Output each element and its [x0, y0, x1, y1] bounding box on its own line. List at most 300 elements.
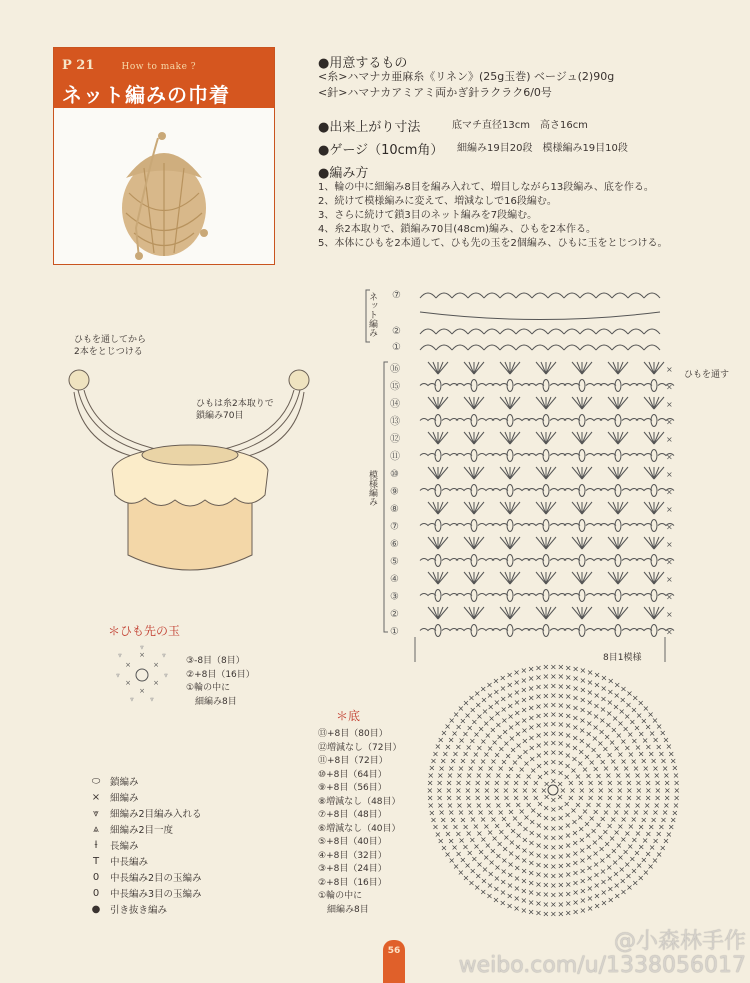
sc-stitch: × [492, 676, 500, 686]
sc-stitch: × [521, 736, 529, 746]
sc-stitch: × [585, 853, 593, 863]
sc-stitch: × [564, 850, 572, 860]
sc-stitch: × [599, 704, 607, 714]
sc-stitch: × [654, 786, 662, 795]
fan-stitch [600, 555, 638, 567]
row-number: ⑨ [390, 486, 399, 498]
sc-stitch: × [473, 883, 481, 893]
sc-stitch: × [620, 736, 627, 746]
sc-stitch: × [466, 848, 474, 858]
sc-stitch: × [550, 862, 557, 871]
fan-stitch [564, 590, 602, 602]
svg-text:⩔: ⩔ [116, 671, 120, 679]
fan-stitch [420, 380, 458, 392]
sc-stitch: × [564, 821, 572, 831]
sc-stitch: × [622, 847, 629, 857]
row-number: ⑦ [390, 521, 399, 533]
sc-stitch: × [452, 862, 460, 872]
sc-stitch: × [474, 786, 481, 795]
sc-stitch: × [583, 819, 591, 829]
bag-illustration [60, 360, 320, 580]
sc-stitch: × [599, 814, 607, 824]
sc-stitch: × [448, 715, 456, 725]
sc-stitch: × [595, 800, 602, 810]
sc-stitch: × [513, 698, 521, 708]
sc-stitch: × [665, 829, 673, 839]
sc-stitch: × [579, 675, 587, 685]
sc-stitch: × [593, 901, 601, 911]
sc-stitch: × [620, 756, 627, 766]
fan-stitch [536, 362, 556, 374]
sc-stitch: × [514, 729, 522, 739]
sc-stitch: × [486, 828, 494, 838]
sc-stitch: × [527, 674, 535, 684]
sc-stitch: × [440, 843, 448, 853]
sc-stitch: × [581, 807, 589, 817]
sc-stitch: × [593, 891, 601, 901]
sc-stitch: × [607, 786, 614, 795]
sc-stitch: × [550, 890, 557, 900]
fan-stitch [644, 572, 664, 584]
sc-stitch: × [436, 771, 444, 781]
sc-stitch: × [522, 824, 529, 834]
sc-stitch: × [535, 711, 542, 721]
sc-stitch: × [578, 736, 586, 746]
sc-stitch: × [521, 835, 529, 845]
fan-stitch [572, 502, 592, 514]
sc-stitch: × [564, 761, 571, 771]
fan-stitch [600, 625, 638, 637]
sc-stitch: × [499, 683, 507, 693]
sc-stitch: × [603, 839, 611, 849]
sc-stitch: × [426, 786, 434, 795]
thread-label: ひもを通す [684, 370, 730, 380]
sc-stitch: × [479, 756, 487, 766]
sc-stitch: × [449, 815, 457, 825]
ball-row: ③-8目（8目） [186, 656, 245, 666]
sc-stitch: × [500, 757, 508, 767]
sc-stitch: × [564, 750, 572, 760]
sc-stitch: × [557, 852, 565, 862]
sc-stitch: × [626, 883, 633, 893]
sc-stitch: × [648, 729, 656, 738]
sc-stitch: × [578, 786, 586, 795]
bottom-row: ⑦+8目（48目） [318, 810, 387, 820]
svg-text:⩔: ⩔ [130, 695, 134, 703]
sc-stitch: × [605, 800, 612, 810]
sc-stitch: × [637, 749, 645, 759]
sc-stitch: × [487, 869, 495, 879]
fan-stitch [456, 450, 494, 462]
sc-stitch: × [468, 693, 475, 703]
sc-stitch: × [593, 701, 600, 711]
sc-stitch: × [496, 732, 503, 742]
step: 2、続けて模様編みに変えて、増減なしで16段編む。 [318, 196, 557, 207]
sc-stitch: × [515, 831, 523, 841]
sc-stitch: × [572, 693, 579, 703]
sc-stitch: × [617, 750, 624, 760]
sc-stitch: × [600, 673, 608, 683]
sc-stitch: × [447, 808, 455, 818]
sc-stitch: × [457, 867, 465, 877]
sc-stitch: × [556, 792, 564, 802]
sc-stitch: × [520, 675, 528, 685]
sc-stitch: × [557, 768, 564, 778]
stitch-symbol-icon: ⩓ [93, 823, 99, 835]
sc-stitch: × [673, 778, 680, 788]
sc-stitch: × [444, 742, 452, 752]
sc-stitch: × [437, 836, 445, 846]
stitch-symbol-icon: × [91, 791, 101, 803]
sc-stitch: × [446, 771, 454, 781]
row-number: ② [390, 609, 399, 620]
fan-stitch [420, 625, 458, 637]
sc-stitch: × [506, 670, 513, 680]
sc-stitch: × [600, 877, 607, 887]
sc-stitch: × [462, 698, 470, 708]
watermark-handle: @小森林手作 [613, 929, 746, 954]
legend-label: 引き抜き編み [110, 905, 168, 916]
sc-stitch: × [513, 873, 521, 883]
sc-stitch: × [507, 711, 514, 721]
watermark-url: weibo.com/u/1338056017 [458, 953, 746, 978]
sc-stitch: × [572, 713, 579, 723]
sc-stitch: × [495, 851, 502, 861]
sc-stitch: × [535, 663, 542, 673]
sc-stitch: × [550, 833, 557, 843]
sc-stitch: × [557, 803, 564, 813]
sc-stitch: × [578, 726, 586, 736]
sc-stitch: × [564, 889, 572, 899]
sc-stitch: × [550, 805, 557, 814]
sc-stitch: × [600, 888, 608, 898]
sc-stitch: × [521, 726, 528, 736]
sc-stitch: × [586, 903, 594, 913]
sc-stitch: × [585, 729, 593, 739]
bottom-row: ⑫増減なし（72目） [318, 742, 402, 753]
fan-stitch [572, 432, 592, 444]
sc-stitch: × [576, 812, 584, 822]
edge-stitch: × [666, 365, 673, 374]
sc-stitch: × [572, 674, 579, 684]
sc-stitch: × [583, 752, 591, 762]
sc-stitch: × [595, 751, 602, 761]
sc-stitch: × [564, 810, 571, 820]
sc-stitch: × [606, 698, 614, 708]
sc-stitch: × [489, 846, 497, 856]
sc-stitch: × [663, 778, 671, 788]
sc-stitch: × [570, 765, 577, 775]
fan-stitch [564, 485, 602, 497]
sc-stitch: × [622, 808, 630, 818]
sc-stitch: × [440, 728, 448, 738]
net-break [420, 312, 660, 320]
sc-stitch: × [588, 786, 595, 795]
sc-stitch: × [518, 807, 526, 817]
sc-stitch: × [527, 683, 535, 693]
sc-stitch: × [507, 849, 515, 859]
sc-stitch: × [667, 749, 675, 759]
stitch-symbol-icon: ƚ [94, 839, 98, 851]
sc-stitch: × [564, 879, 572, 889]
sc-stitch: × [455, 778, 462, 788]
sc-stitch: × [527, 858, 535, 868]
fan-stitch [572, 537, 592, 549]
fan-stitch [428, 572, 448, 584]
legend-item [90, 805, 202, 821]
sc-stitch: × [447, 735, 455, 745]
sc-stitch: × [660, 756, 667, 766]
bottom-row: ③+8目（24目） [318, 864, 387, 874]
sc-stitch: × [502, 786, 510, 795]
fan-stitch [600, 485, 638, 497]
bottom-row: ⑤+8目（40目） [318, 837, 387, 847]
fan-stitch [644, 607, 664, 619]
sc-stitch: × [521, 845, 528, 855]
sc-stitch: × [500, 867, 508, 877]
sc-stitch: × [564, 730, 572, 740]
sc-stitch: × [599, 867, 607, 877]
sc-stitch: × [660, 815, 667, 825]
sc-stitch: × [527, 868, 535, 878]
sc-stitch: × [447, 836, 455, 846]
edge-stitch: × [666, 435, 673, 444]
net-row [420, 345, 660, 350]
sc-stitch: × [493, 698, 501, 708]
fan-stitch [600, 450, 638, 462]
sc-stitch: × [588, 758, 596, 768]
sc-stitch: × [474, 793, 482, 803]
sc-stitch: × [520, 685, 528, 695]
bottom-row: ⑧増減なし（48目） [318, 796, 401, 807]
sc-stitch: × [473, 841, 480, 851]
sc-stitch: × [493, 750, 501, 760]
sc-stitch: × [452, 749, 459, 759]
fan-stitch [500, 607, 520, 619]
sc-stitch: × [671, 808, 679, 818]
fan-stitch [644, 502, 664, 514]
sc-stitch: × [523, 759, 530, 769]
sc-stitch: × [653, 771, 661, 781]
sc-stitch: × [469, 866, 477, 876]
sc-stitch: × [652, 808, 659, 818]
sc-stitch: × [592, 764, 600, 774]
sc-stitch: × [557, 832, 565, 842]
sc-stitch: × [550, 767, 557, 776]
sc-stitch: × [607, 687, 614, 697]
sc-stitch: × [571, 743, 579, 753]
sc-stitch: × [508, 837, 516, 847]
fan-stitch [456, 485, 494, 497]
sc-stitch: × [584, 831, 592, 841]
sc-stitch: × [494, 800, 502, 810]
fan-stitch [456, 380, 494, 392]
sc-stitch: × [542, 832, 550, 842]
sc-stitch: × [536, 772, 544, 782]
legend-label: 鎖編み [110, 777, 139, 788]
sc-stitch: × [557, 681, 565, 691]
sc-stitch: × [661, 808, 669, 818]
edge-stitch: × [666, 400, 673, 409]
sc-stitch: × [525, 800, 533, 810]
fan-stitch [492, 555, 530, 567]
legend-item [90, 885, 202, 901]
sc-stitch: × [434, 829, 442, 839]
edge-stitch: × [666, 575, 673, 584]
sc-stitch: × [495, 720, 502, 730]
legend-label: 長編み [110, 841, 139, 852]
sc-stitch: × [531, 786, 538, 795]
sc-stitch: × [622, 724, 629, 734]
bottom-row: ⑨+8目（56目） [318, 783, 387, 793]
sc-stitch: × [550, 757, 557, 767]
step: 3、さらに続けて鎖3目のネット編みを7段編む。 [318, 210, 538, 221]
sc-stitch: × [557, 672, 565, 682]
row-number: ⑯ [390, 364, 400, 375]
sc-stitch: × [464, 710, 471, 720]
sc-stitch: × [486, 743, 494, 753]
sc-stitch: × [579, 666, 587, 676]
fan-stitch [608, 397, 628, 409]
sc-stitch: × [642, 704, 650, 714]
row-number: ① [390, 626, 399, 638]
sc-stitch: × [475, 800, 483, 810]
sc-stitch: × [557, 842, 565, 852]
fan-stitch [536, 572, 556, 584]
fan-stitch [492, 590, 530, 602]
sc-stitch: × [511, 813, 519, 823]
sc-stitch: × [579, 685, 587, 695]
sc-stitch: × [579, 905, 587, 915]
sc-stitch: × [645, 742, 652, 752]
sc-stitch: × [578, 835, 586, 845]
row-number: ⑥ [390, 539, 399, 550]
sc-stitch: × [458, 836, 465, 846]
bottom-row: ⑬+8目（80目） [318, 729, 388, 739]
sc-stitch: × [592, 722, 599, 732]
sc-stitch: × [579, 886, 587, 896]
sc-stitch: × [527, 897, 535, 907]
sc-stitch: × [625, 700, 632, 710]
sc-stitch: × [620, 887, 627, 897]
row-number: ⑩ [390, 469, 399, 480]
sc-stitch: × [618, 707, 626, 717]
howto-label: How to make ? [121, 62, 197, 72]
sc-stitch: × [490, 814, 497, 824]
sc-stitch: × [640, 855, 648, 865]
sc-stitch: × [466, 723, 474, 733]
sc-stitch: × [593, 870, 600, 880]
sc-stitch: × [606, 793, 614, 803]
sc-stitch: × [625, 871, 632, 881]
sc-stitch: × [474, 871, 482, 881]
fan-stitch [500, 502, 520, 514]
sc-stitch: × [673, 793, 680, 803]
sc-stitch: × [491, 737, 498, 747]
sc-stitch: × [557, 710, 565, 720]
sc-stitch: × [626, 786, 633, 795]
sc-stitch: × [556, 779, 564, 789]
fan-stitch [420, 485, 458, 497]
sc-stitch: × [622, 763, 630, 773]
sc-stitch: × [599, 757, 607, 767]
sc-stitch: × [444, 829, 452, 839]
bracket [366, 290, 388, 632]
legend-item [90, 869, 202, 885]
sc-stitch: × [535, 721, 542, 731]
pattern-label: 模様編み [367, 470, 377, 506]
sc-stitch: × [475, 828, 483, 838]
sc-stitch: × [612, 702, 620, 712]
sc-stitch: × [557, 739, 565, 749]
bag-photo [54, 108, 274, 264]
fan-stitch [428, 432, 448, 444]
fan-stitch [428, 607, 448, 619]
sc-stitch: × [634, 771, 641, 781]
sc-stitch: × [430, 756, 437, 766]
svg-text:⩔: ⩔ [164, 671, 168, 679]
net-row [420, 293, 660, 298]
sc-stitch: × [513, 893, 521, 903]
legend-item [90, 853, 202, 869]
sc-stitch: × [550, 814, 557, 824]
sc-stitch: × [557, 813, 565, 823]
sc-stitch: × [476, 859, 483, 869]
sc-stitch: × [462, 822, 469, 832]
fan-stitch [564, 625, 602, 637]
sc-stitch: × [599, 856, 606, 866]
sc-stitch: × [587, 778, 594, 788]
sc-stitch: × [486, 891, 493, 901]
row-number: ⑤ [390, 556, 399, 568]
sc-stitch: × [564, 899, 572, 909]
sc-stitch: × [607, 895, 615, 905]
sc-stitch: × [504, 751, 512, 761]
sc-stitch: × [536, 799, 544, 809]
sc-stitch: × [643, 771, 651, 781]
sc-stitch: × [456, 800, 463, 810]
fan-stitch [464, 467, 484, 479]
sc-stitch: × [535, 908, 542, 918]
sc-stitch: × [572, 858, 579, 868]
sc-stitch: × [586, 668, 594, 678]
fan-stitch [564, 380, 602, 392]
sc-stitch: × [535, 730, 542, 740]
sc-stitch: × [557, 890, 565, 900]
sc-stitch: × [497, 764, 505, 774]
sc-stitch: × [543, 792, 550, 802]
sc-stitch: × [610, 846, 618, 856]
sc-stitch: × [528, 848, 535, 858]
sc-stitch: × [456, 771, 463, 781]
repeat-label: 8目1模様 [603, 653, 642, 663]
fan-stitch [528, 415, 566, 427]
sc-stitch: × [452, 822, 459, 832]
sc-stitch: × [550, 852, 557, 862]
gauge-heading: ●ゲージ（10cm角） [318, 143, 444, 158]
sc-stitch: × [432, 822, 439, 832]
fan-stitch [492, 380, 530, 392]
sc-stitch: × [624, 800, 632, 810]
stitch-symbol-icon: 0 [92, 887, 100, 899]
sc-stitch: × [513, 863, 521, 873]
sc-stitch: × [550, 776, 557, 786]
row-number: ⑬ [390, 416, 400, 428]
sc-stitch: × [543, 779, 550, 789]
sc-stitch: × [514, 853, 521, 863]
sc-stitch: × [427, 800, 435, 810]
sc-stitch: × [564, 740, 572, 750]
